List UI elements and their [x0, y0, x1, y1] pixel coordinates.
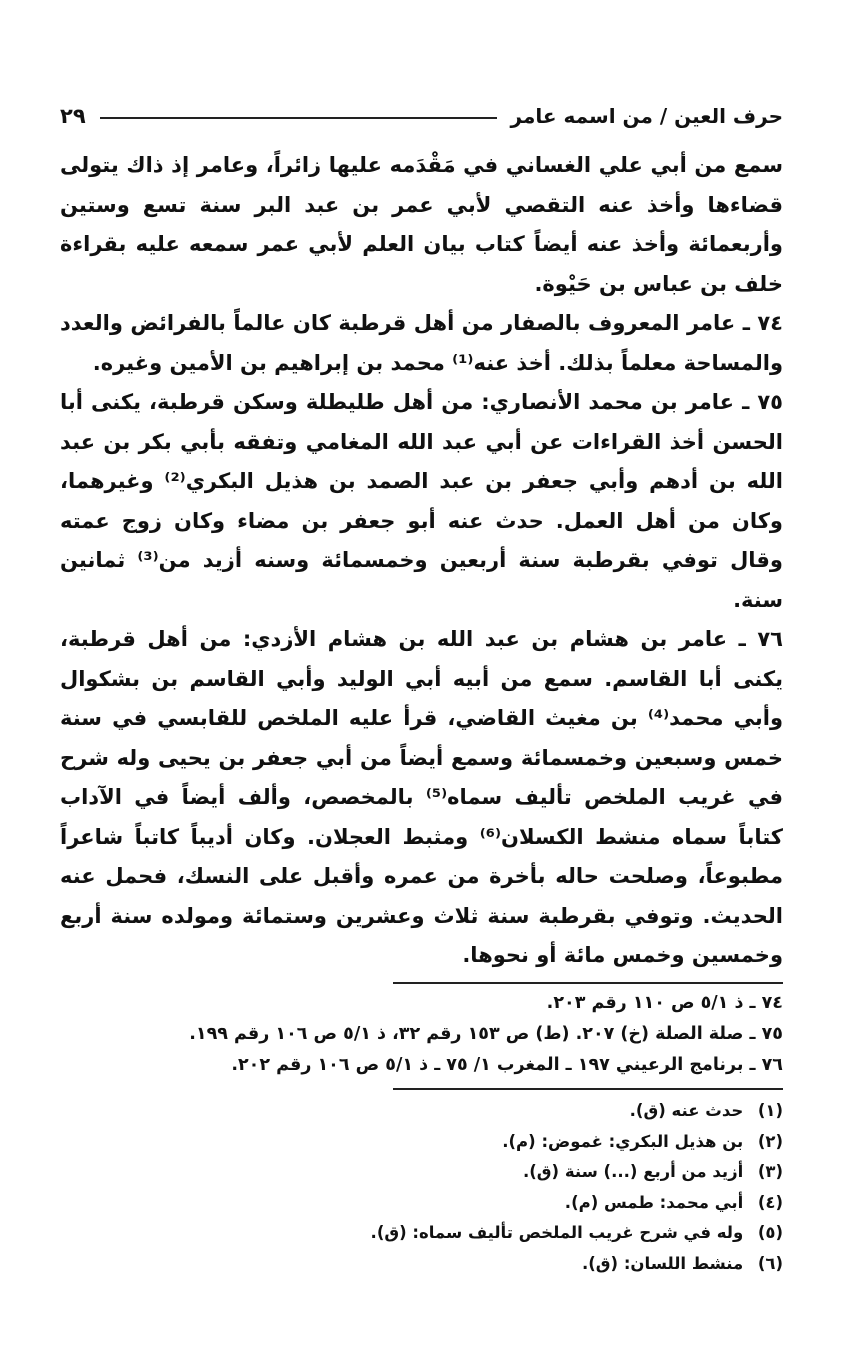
sources-list — [60, 988, 783, 1081]
running-title: حرف العين / من اسمه عامر — [510, 104, 783, 128]
footnote — [60, 1188, 783, 1219]
footnote — [60, 1249, 783, 1280]
footnote-text: أبي محمد: طمس (م). — [564, 1192, 744, 1212]
footnote-text: منشط اللسان: (ق). — [581, 1253, 744, 1273]
footnote-number: (٤) — [757, 1192, 783, 1212]
footnote-text: وله في شرح غريب الملخص تأليف سماه: (ق). — [370, 1223, 744, 1242]
footnote-text: حدث عنه (ق). — [629, 1101, 744, 1120]
entry-74: ٧٤ ـ عامر المعروف بالصفار من أهل قرطبة كان عالماً بالفرائض والعدد والمساحة معلماً بذلك. أخذ عنه⁽¹⁾ محمد بن إبراهيم بن الأمين وغيره. — [60, 311, 783, 375]
footnote-number: (٥) — [757, 1223, 783, 1242]
main-text — [60, 146, 783, 976]
footnote-text: بن هذيل البكري: غموض: (م). — [502, 1131, 744, 1151]
footnote-number: (٢) — [757, 1131, 783, 1151]
running-header — [60, 104, 783, 128]
footnotes-divider — [393, 1088, 783, 1090]
footnote — [60, 1127, 783, 1158]
header-rule — [100, 117, 497, 119]
page-number: ٢٩ — [60, 104, 86, 128]
footnote-number: (١) — [757, 1101, 783, 1120]
paragraph-continuation: سمع من أبي علي الغساني في مَقْدَمه عليها زائراً، وعامر إذ ذاك يتولى قضاءها وأخذ عنه التقصي لأبي عمر بن عبد البر سنة تسع وستين وأربعمائة وأخذ عنه أيضاً كتاب بيان العلم لأبي عمر سمعه عليه بقراءة خلف بن عباس بن حَيْوة. — [60, 153, 783, 296]
source-entry: ٧٦ ـ برنامج الرعيني ١٩٧ ـ المغرب ١/ ٧٥ ـ ذ ٥/١ ص ١٠٦ رقم ٢٠٢. — [231, 1055, 783, 1075]
footnotes-list — [60, 1096, 783, 1279]
footnote-number: (٣) — [757, 1162, 783, 1181]
footnote-number: (٦) — [757, 1253, 783, 1273]
sources-divider — [393, 982, 783, 984]
source-entry: ٧٥ ـ صلة الصلة (خ) ٢٠٧. (ط) ص ١٥٣ رقم ٣٢، ذ ٥/١ ص ١٠٦ رقم ١٩٩. — [189, 1024, 783, 1044]
entry-75: ٧٥ ـ عامر بن محمد الأنصاري: من أهل طليطلة وسكن قرطبة، يكنى أبا الحسن أخذ القراءات عن أبي عبد الله المغامي وتفقه بأبي بكر بن عبد الله بن أدهم وأبي جعفر بن عبد الصمد بن هذيل البكري⁽²⁾ وغيرهما، وكان من أهل العمل. حدث عنه أبو جعفر بن مضاء وكان زوج عمته وقال توفي بقرطبة سنة أربعين وخمسمائة وسنه أزيد من⁽³⁾ ثمانين سنة. — [60, 390, 783, 612]
footnote — [60, 1096, 783, 1127]
footnote — [60, 1218, 783, 1249]
entry-76: ٧٦ ـ عامر بن هشام بن عبد الله بن هشام الأزدي: من أهل قرطبة، يكنى أبا القاسم. سمع من أبيه أبي الوليد وأبي القاسم بن بشكوال وأبي محمد⁽⁴⁾ بن مغيث القاضي، قرأ عليه الملخص للقابسي في سنة خمس وسبعين وخمسمائة وسمع أيضاً من أبي جعفر بن يحيى وله شرح في غريب الملخص تأليف سماه⁽⁵⁾ بالمخصص، وألف أيضاً في الآداب كتاباً سماه منشط الكسلان⁽⁶⁾ ومثبط العجلان. وكان أديباً كاتباً شاعراً مطبوعاً، وصلحت حاله بأخرة من عمره وأقبل على النسك، فحمل عنه الحديث. وتوفي بقرطبة سنة ثلاث وعشرين وستمائة ومولده سنة أربع وخمسين وخمس مائة أو نحوها. — [60, 627, 783, 967]
footnote — [60, 1157, 783, 1188]
footnote-text: أزيد من أربع (...) سنة (ق). — [523, 1162, 744, 1181]
source-entry: ٧٤ ـ ذ ٥/١ ص ١١٠ رقم ٢٠٣. — [546, 993, 783, 1013]
